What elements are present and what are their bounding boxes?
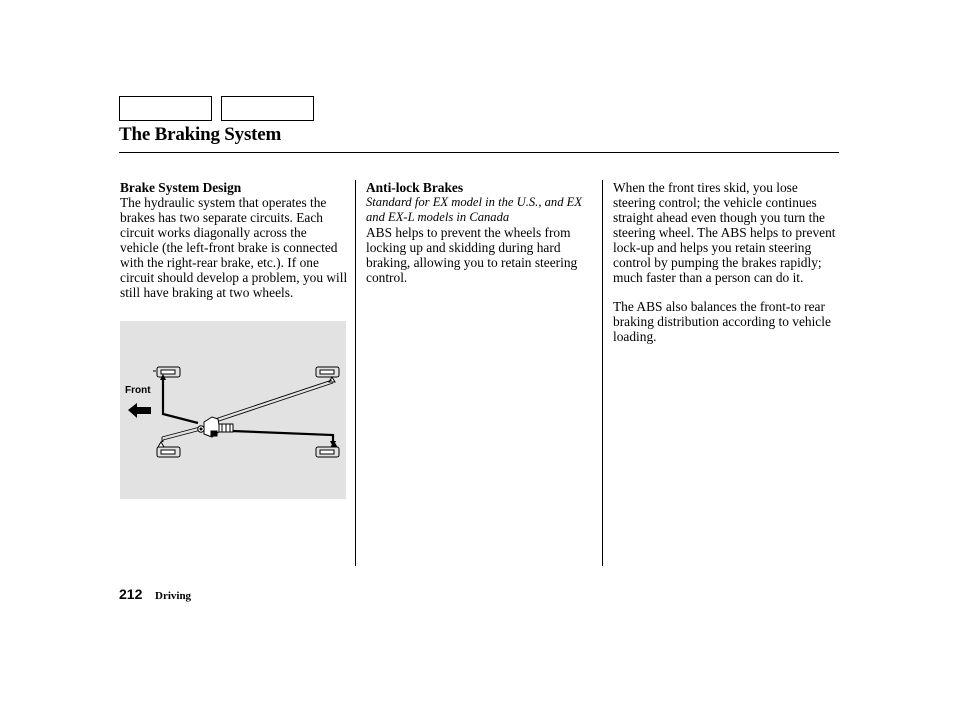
title-divider xyxy=(119,152,839,153)
paragraph-abs-intro: ABS helps to prevent the wheels from locking up and skidding during hard braking, allowing you to retain steering control. xyxy=(366,225,578,285)
column-divider-2 xyxy=(602,180,603,566)
paragraph-abs-balance: The ABS also balances the front-to rear braking distribution according to vehicle loading. xyxy=(613,299,831,344)
column-divider-1 xyxy=(355,180,356,566)
section-heading-anti-lock-brakes: Anti-lock Brakes xyxy=(366,180,464,195)
brake-circuit-diagram xyxy=(120,321,346,499)
front-label: Front xyxy=(125,385,151,396)
section-name: Driving xyxy=(155,590,192,602)
column-brake-system-design xyxy=(120,180,348,300)
column-anti-lock-brakes xyxy=(366,180,594,285)
brake-line-circuit-1 xyxy=(160,374,336,447)
section-heading-brake-system-design: Brake System Design xyxy=(120,180,242,195)
front-arrow-icon xyxy=(128,403,151,418)
paragraph-abs-steering: When the front tires skid, you lose steering control; the vehicle continues straight ahead even though you turn the steering wheel. The ABS helps to prevent lock-up and helps you retain steering control by pumping the brakes rapidly; much faster than a person can do it. xyxy=(613,180,836,285)
right-rear-brake-icon xyxy=(316,442,339,457)
column-abs-details xyxy=(613,180,841,344)
model-availability-note: Standard for EX model in the U.S., and EX and EX-L models in Canada xyxy=(366,195,583,224)
left-front-brake-icon xyxy=(153,367,180,377)
page-number: 212 xyxy=(119,586,143,602)
left-rear-brake-icon xyxy=(157,442,180,457)
page-title: The Braking System xyxy=(119,124,282,145)
header-tab-box-right xyxy=(221,96,314,121)
header-tab-box-left xyxy=(119,96,212,121)
right-front-brake-icon xyxy=(316,367,339,382)
paragraph-brake-system-design: The hydraulic system that operates the brakes has two separate circuits. Each circuit works diagonally across the vehicle (the left-front brake is connected with the right-rear brake, etc.). If one circuit should develop a problem, you will still have braking at two wheels. xyxy=(120,195,348,300)
master-cylinder-icon xyxy=(198,417,233,437)
